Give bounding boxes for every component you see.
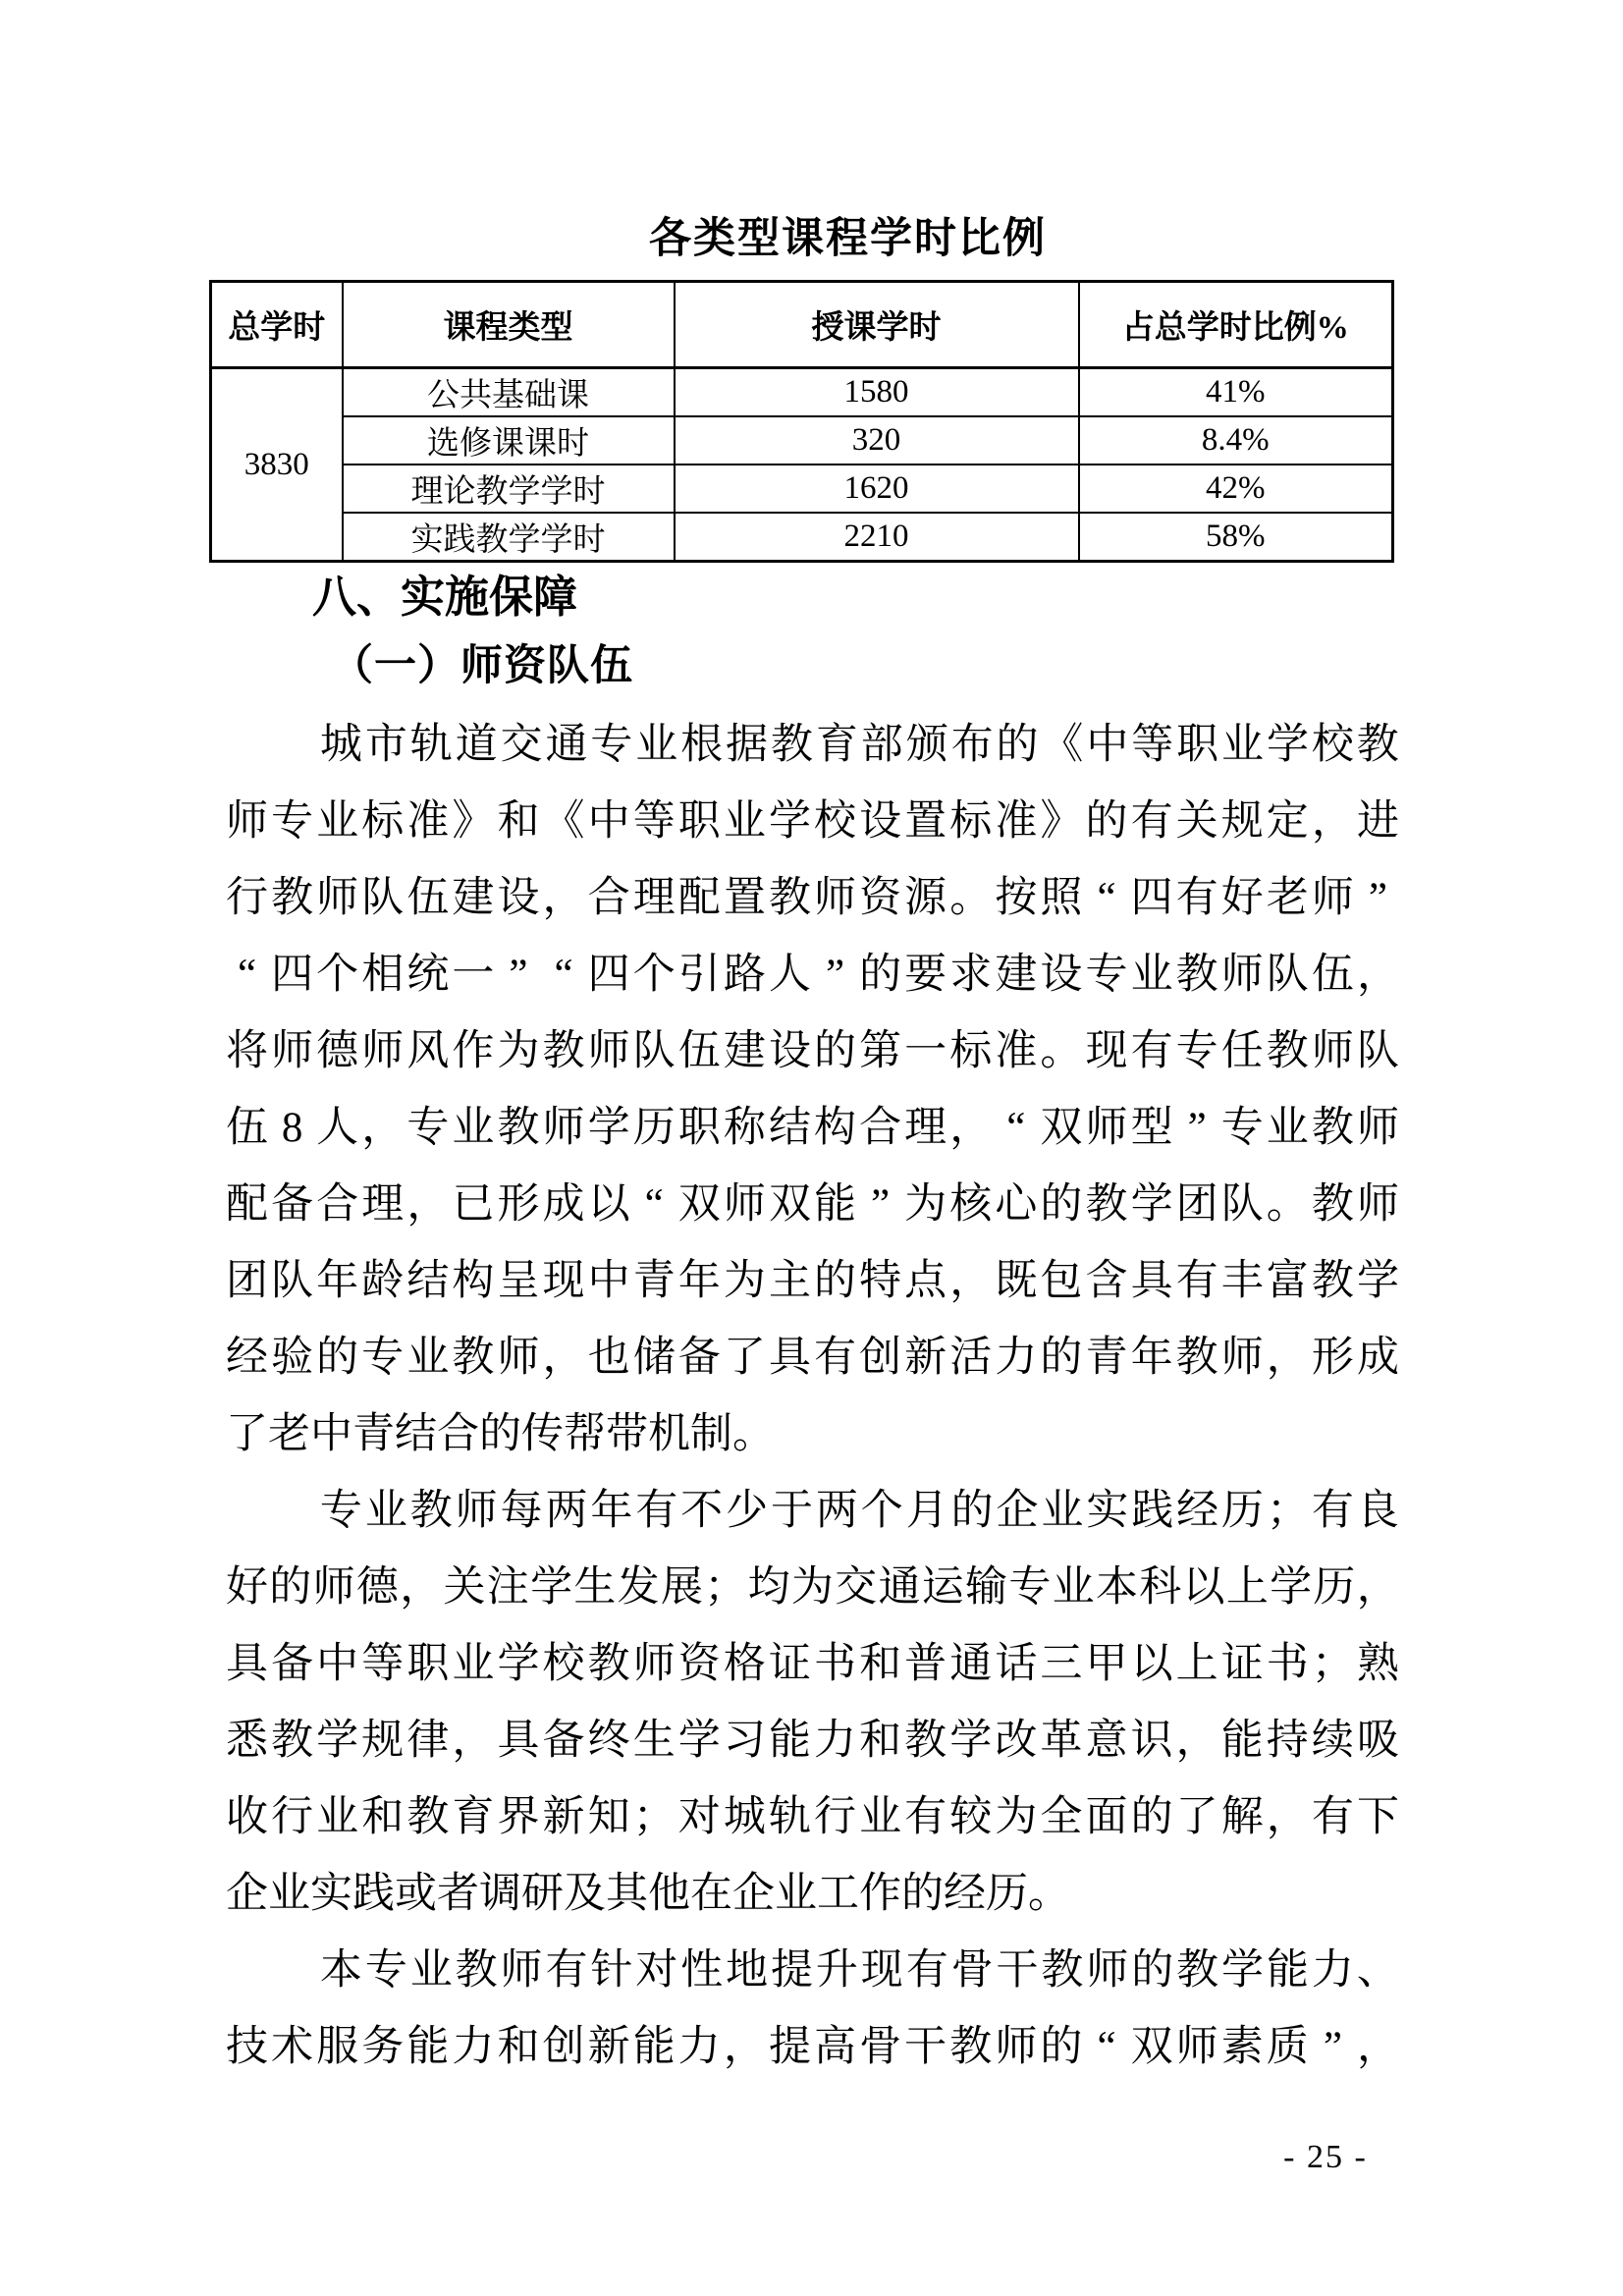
course-type-cell: 选修课课时 [343,416,675,465]
paragraph-line: 城 市 轨 道 交 通 专 业 根 据 教 育 部 颁 布 的 《 中 等 职 业 学 校 教 [319,721,1399,768]
subsection-heading: （一）师资队伍 [331,643,633,689]
paragraph-line: 悉 教 学 规 律 ， 具 备 终 生 学 习 能 力 和 教 学 改 革 意 识 ， 能 持 续 吸 [226,1717,1399,1764]
percent-cell: 42% [1079,465,1393,513]
percent-cell: 58% [1079,513,1393,562]
hours-cell: 2210 [675,513,1079,562]
paragraph-line: 团 队 年 龄 结 构 呈 现 中 青 年 为 主 的 特 点 ， 既 包 含 具 有 丰 富 教 学 [226,1257,1399,1304]
paragraph-line: 将 师 德 师 风 作 为 教 师 队 伍 建 设 的 第 一 标 准 。 现 有 专 任 教 师 队 [226,1027,1399,1074]
header-cell-course-type: 课程类型 [343,282,675,368]
section-heading: 八、实施保障 [312,572,578,622]
total-hours-cell: 3830 [211,368,343,562]
paragraph-line: 好 的 师 德 ， 关 注 学 生 发 展 ； 均 为 交 通 运 输 专 业 本 科 以 上 学 历 ， [226,1563,1399,1611]
paragraph-line: 配 备 合 理 ， 已 形 成 以 “ 双 师 双 能 ” 为 核 心 的 教 学 团 队 。 教 师 [226,1180,1399,1228]
body-paragraphs [226,706,1399,2085]
hours-cell: 1620 [675,465,1079,513]
page-number: - 25 - [1283,2139,1368,2175]
percent-cell: 8.4% [1079,416,1393,465]
course-hours-table [209,280,1394,563]
paragraph-line: 技 术 服 务 能 力 和 创 新 能 力 ， 提 高 骨 干 教 师 的 “ 双 师 素 质 ” ， [226,2023,1399,2070]
paragraph-line: “ 四 个 相 统 一 ” “ 四 个 引 路 人 ” 的 要 求 建 设 专 业 教 师 队 伍 ， [237,951,1399,998]
paragraph-line: 本 专 业 教 师 有 针 对 性 地 提 升 现 有 骨 干 教 师 的 教 学 能 力 、 [319,1946,1399,1994]
paragraph-line: 具 备 中 等 职 业 学 校 教 师 资 格 证 书 和 普 通 话 三 甲 以 上 证 书 ； 熟 [226,1640,1399,1687]
paragraph-line: 企 业 实 践 或 者 调 研 及 其 他 在 企 业 工 作 的 经 历 。 [226,1870,1070,1917]
header-cell-teaching-hours: 授课学时 [675,282,1079,368]
table-row [211,368,1393,417]
table-row [211,465,1393,513]
paragraph-line: 收 行 业 和 教 育 界 新 知 ； 对 城 轨 行 业 有 较 为 全 面 的 了 解 ， 有 下 [226,1793,1399,1840]
table-title: 各类型课程学时比例 [649,216,1047,262]
hours-cell: 320 [675,416,1079,465]
paragraph-line: 专 业 教 师 每 两 年 有 不 少 于 两 个 月 的 企 业 实 践 经 历 ； 有 良 [319,1487,1399,1534]
table-header-row [211,282,1393,368]
course-type-cell: 公共基础课 [343,368,675,417]
paragraph-line: 伍 8 人 ， 专 业 教 师 学 历 职 称 结 构 合 理 ， “ 双 师 型 ” 专 业 教 师 [226,1104,1399,1151]
paragraph-line: 经 验 的 专 业 教 师 ， 也 储 备 了 具 有 创 新 活 力 的 青 年 教 师 ， 形 成 [226,1334,1399,1381]
paragraph-line: 行 教 师 队 伍 建 设 ， 合 理 配 置 教 师 资 源 。 按 照 “ 四 有 好 老 师 ” [226,874,1387,921]
course-type-cell: 实践教学学时 [343,513,675,562]
paragraph-line: 师 专 业 标 准 》 和 《 中 等 职 业 学 校 设 置 标 准 》 的 有 关 规 定 ， 进 [226,797,1399,845]
header-cell-percentage: 占总学时比例% [1079,282,1393,368]
table-row [211,416,1393,465]
percent-cell: 41% [1079,368,1393,417]
table-row [211,513,1393,562]
paragraph-line: 了 老 中 青 结 合 的 传 帮 带 机 制 。 [226,1410,775,1457]
course-type-cell: 理论教学学时 [343,465,675,513]
hours-cell: 1580 [675,368,1079,417]
header-cell-total-hours: 总学时 [211,282,343,368]
